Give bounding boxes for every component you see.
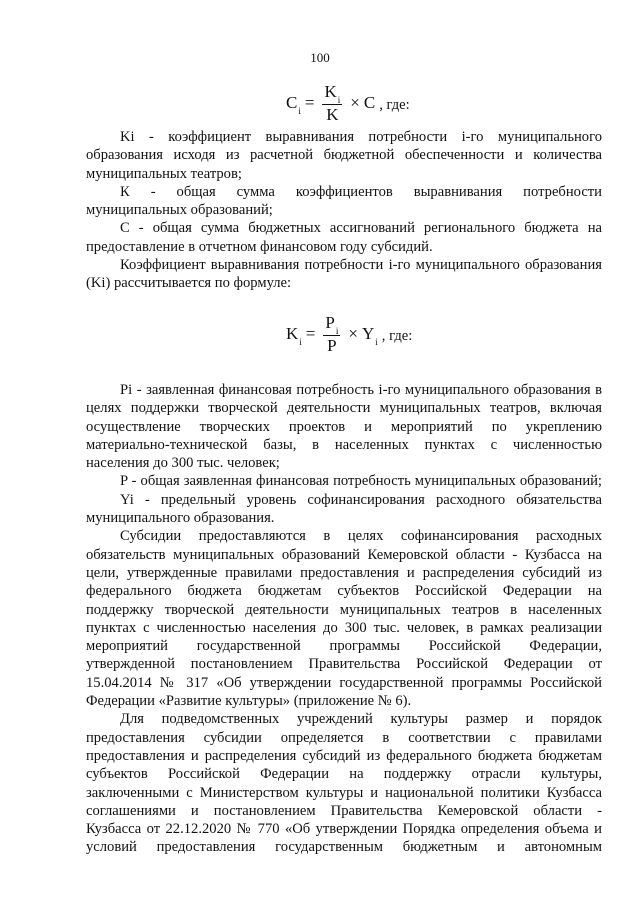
paragraph-line: муниципальных образований; (86, 202, 273, 219)
paragraph-line: Для подведомственных учреждений культуры размер и порядок (120, 711, 602, 728)
paragraph-line: предоставление в отчетном финансовом году субсидий. (86, 238, 433, 255)
paragraph-line: Yi - предельный уровень софинансирования расходного обязательства (120, 491, 602, 508)
paragraph-line: Коэффициент выравнивания потребности i-го муниципального образования (120, 257, 602, 274)
formula-ci: $C_i$ = $\frac{K_i}{K}$ × C , где: (286, 82, 410, 124)
paragraph-line: муниципальных театров; (86, 165, 242, 182)
paragraph-line: (Ki) рассчитывается по формуле: (86, 275, 292, 292)
text-block-2 (86, 381, 602, 857)
paragraph-line: поддержку творческой деятельности муниципальных театров в населенных (86, 601, 602, 618)
formula-fraction: $\frac{P_i}{P}$ (325, 313, 339, 355)
paragraph-line: муниципального образования. (86, 510, 275, 527)
paragraph-line: предоставления субсидии определяется в соответствии с правилами (86, 729, 602, 746)
paragraph-line: целях поддержки творческой деятельности муниципальных театров, включая (86, 400, 602, 417)
paragraph-line: Федерации «Развитие культуры» (приложение № 6). (86, 693, 412, 710)
paragraph-line: условий предоставления государственным бюджетным и автономным (86, 839, 602, 856)
paragraph-line: образования исходя из расчетной бюджетной обеспеченности и количества (86, 147, 602, 164)
formula-ki: $K_i$ = $\frac{P_i}{P}$ × $Y_i$ , где: (286, 313, 413, 355)
paragraph-line: С - общая сумма бюджетных ассигнований регионального бюджета на (120, 220, 602, 237)
formula-lhs: $K_i$ (286, 324, 302, 347)
paragraph-line: предоставления и распределения субсидий из федерального бюджета бюджетам (86, 747, 602, 764)
page-number: 100 (310, 50, 330, 65)
paragraph-line: осуществление творческих проектов и мероприятий по укреплению (86, 418, 602, 435)
paragraph-line: материально-технической базы, в населенных пунктах с численностью (86, 436, 602, 453)
paragraph-line: федерального бюджета бюджетам субъектов Российской Федерации на (86, 583, 602, 600)
paragraph-line: P - общая заявленная финансовая потребность муниципальных образований; (120, 473, 602, 490)
formula-lhs: $C_i$ (286, 93, 301, 116)
paragraph-line: соглашениями и постановлением Правительства Кемеровской области - (86, 802, 602, 819)
paragraph-line: субъектов Российской Федерации на поддержку отрасли культуры, (86, 766, 602, 783)
paragraph-line: Субсидии предоставляются в целях софинансирования расходных (120, 528, 602, 545)
paragraph-line: населения до 300 тыс. человек; (86, 455, 280, 472)
paragraph-line: пунктах с численностью населения до 300 тыс. человек, в рамках реализации (86, 619, 602, 636)
paragraph-line: цели, утвержденные правилами предоставления и распределения субсидий из (86, 564, 602, 581)
paragraph-line: Ki - коэффициент выравнивания потребности i-го муниципального (120, 129, 602, 145)
paragraph-line: 15.04.2014 № 317 «Об утверждении государственной программы Российской (86, 674, 602, 691)
paragraph-line: К - общая сумма коэффициентов выравнивания потребности (120, 183, 602, 200)
paragraph-line: обязательств муниципальных образований Кемеровской области - Кузбасса на (86, 546, 602, 563)
paragraph-line: заключенными с Министерством культуры и национальной политики Кузбасса (86, 784, 602, 801)
paragraph-line: Pi - заявленная финансовая потребность i-го муниципального образования в (120, 382, 602, 398)
paragraph-line: Кузбасса от 22.12.2020 № 770 «Об утверждении Порядка определения объема и (86, 821, 602, 838)
formula-fraction: $\frac{K_i}{K}$ (324, 82, 341, 124)
text-block-1 (86, 128, 602, 293)
paragraph-line: мероприятий государственной программы Российской Федерации, (86, 638, 602, 655)
paragraph-line: утвержденной постановлением Правительства Российской Федерации от (86, 656, 602, 673)
